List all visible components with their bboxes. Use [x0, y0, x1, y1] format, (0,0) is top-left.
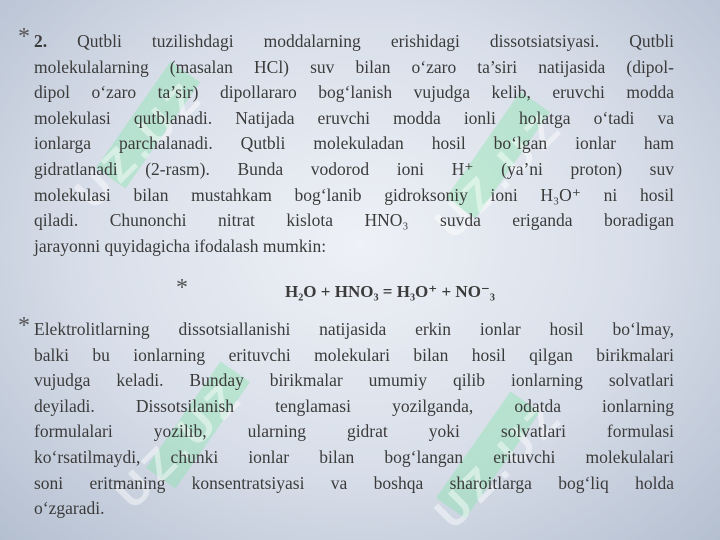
text-line: o‘zgaradi. — [34, 498, 105, 519]
text-line: formulalari yozilib, ularning gidrat yoki solvatlari formulasi — [34, 421, 674, 442]
text-line: balki bu ionlarning erituvchi molekulari bilan hosil qilgan birikmalari — [34, 344, 674, 365]
text-fragment: Qutbli tuzilishdagi moddalarning erishidagi dissotsiatsiyasi. Qutbli — [77, 31, 674, 51]
text-line: soni eritmaning konsentratsiyasi va boshqa sharoitlarga bog‘liq holda — [34, 472, 674, 493]
watermark-text: UZ.UZ — [65, 70, 214, 219]
watermark-text: UZ.UZ — [425, 100, 574, 249]
text-line: molekulalarning (masalan HCl) suv bilan o‘zaro ta’siri natijasida (dipol- — [34, 56, 674, 77]
text-line: gidratlanadi (2-rasm). Bunda vodorod ioni H⁺ (ya’ni proton) suv — [34, 158, 674, 179]
watermark-text: UZ.UZ — [425, 390, 574, 539]
chemical-equation: H₂O + HNO₃ = H₃O⁺ + NO⁻₃ — [284, 282, 495, 301]
text-line: dipol o‘zaro ta’sir) dipollararo bog‘lanish vujudga kelib, eruvchi modda — [34, 82, 674, 103]
text-line: vujudga keladi. Bunday birikmalar umumiy qilib ionlarning solvatlari — [34, 370, 674, 391]
text-line: Elektrolitlarning dissotsiallanishi natijasida erkin ionlar hosil bo‘lmay, — [34, 319, 674, 339]
text-line: deyiladi. Dissotsilanish tenglamasi yozilganda, odatda ionlarning — [34, 395, 674, 416]
paragraph-electrolyte-solvates — [34, 317, 674, 522]
text-line: molekulasi bilan mustahkam bog‘lanib gidroksoniy ioni H₃O⁺ ni hosil — [34, 184, 674, 205]
text-line: qiladi. Chunonchi nitrat kislota HNO₃ suvda eriganda boradigan — [34, 210, 674, 231]
item-number: 2. — [34, 31, 78, 51]
text-line: ko‘rsatilmaydi, chunki ionlar bilan bog‘langan erituvchi molekulalari — [34, 446, 674, 467]
watermark-text: UZ.UZ — [105, 370, 254, 519]
text-line: jarayonni quyidagicha ifodalash mumkin: — [34, 235, 327, 256]
bullet-marker: * — [18, 313, 30, 339]
text-line: ionlarga parchalanadi. Qutbli molekuladan hosil bo‘lgan ionlar ham — [34, 133, 674, 154]
bullet-marker: * — [176, 275, 188, 301]
text-line: molekulasi qutblanadi. Natijada eruvchi modda ionli holatga o‘tadi va — [34, 107, 674, 128]
bullet-marker: * — [18, 24, 30, 50]
text-line — [34, 29, 674, 55]
paragraph-dissociation-polar — [34, 29, 674, 259]
